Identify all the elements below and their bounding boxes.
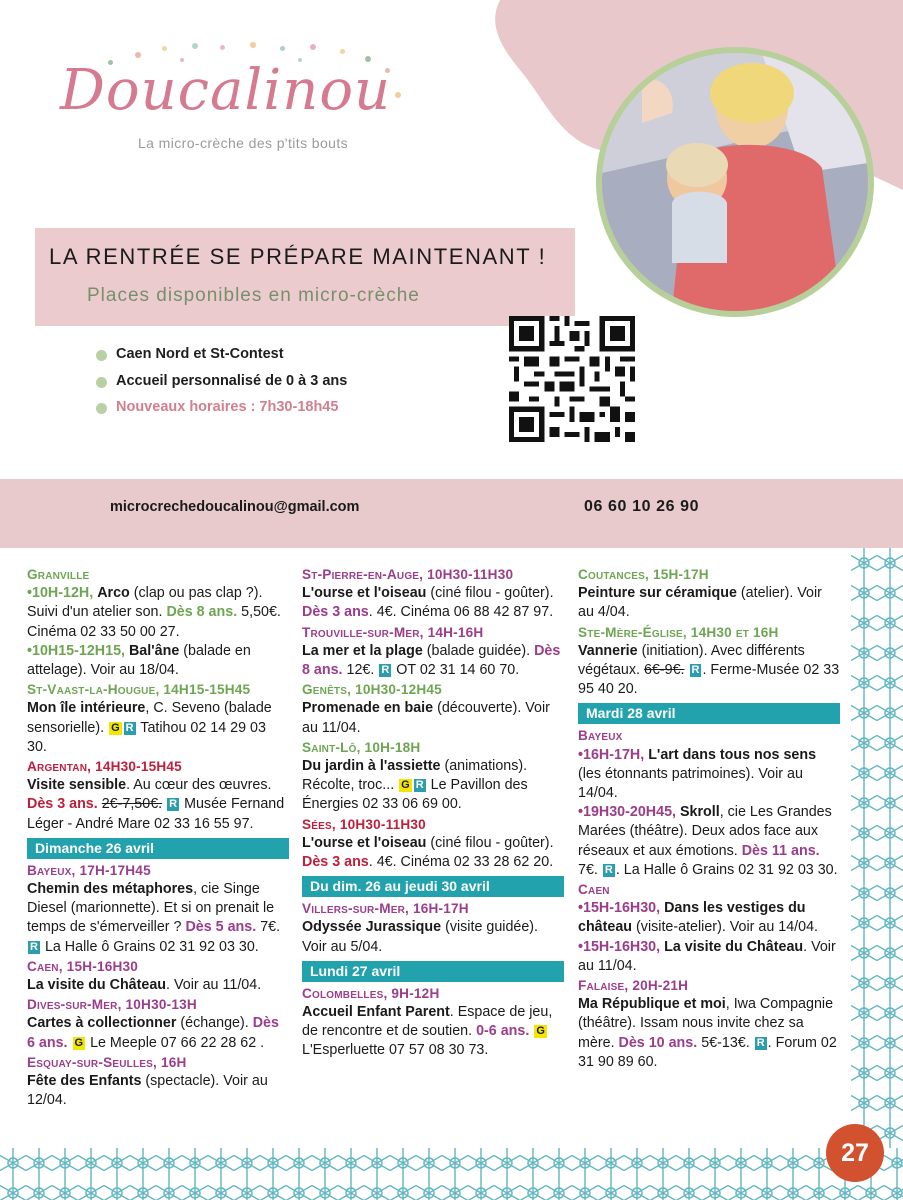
reservation-badge: R (125, 721, 134, 734)
event-entry: •15H-16H30, La visite du Château. Voir au 11/04. (578, 938, 836, 974)
event-entry: Peinture sur céramique (atelier). Voir au 4/04. (578, 585, 822, 621)
reservation-badge: R (604, 863, 613, 876)
event-entry: •15H-16H30, Dans les vestiges du château (visite-atelier). Voir au 14/04. (578, 900, 819, 936)
location-heading: Trouville-sur-Mer, 14H-16H (302, 624, 484, 640)
location-heading: Caen (578, 882, 610, 898)
reservation-badge: R (381, 664, 390, 677)
event-entry: Vannerie (initiation). Avec différents végétaux. 6€-9€. R . Ferme-Musée 02 33 95 40 20. (578, 642, 840, 698)
gratuit-badge: G (536, 1025, 545, 1038)
event-entry: Cartes à collectionner (échange). Dès 6 ans. G Le Meeple 07 66 22 28 62 . (27, 1015, 279, 1051)
location-heading: Dives-sur-Mer, 10H30-13H (27, 997, 197, 1013)
location-heading: Esquay-sur-Seulles, 16H (27, 1054, 187, 1070)
gratuit-badge: G (111, 721, 120, 734)
decorative-pattern-right (851, 548, 903, 1148)
location-heading: Argentan, 14H30-15H45 (27, 759, 182, 775)
page-number: 27 (826, 1124, 884, 1182)
event-entry: L'ourse et l'oiseau (ciné filou - goûter). Dès 3 ans. 4€. Cinéma 02 33 28 62 20. (302, 834, 554, 871)
reservation-badge: R (30, 940, 38, 953)
location-heading: St-Vaast-la-Hougue, 14H15-15H45 (27, 682, 251, 698)
location-heading: Granville (27, 567, 90, 582)
event-entry: Chemin des métaphores, cie Singe Diesel (marionnette). Et si on prenait le temps de s'émerveiller ? Dès 5 ans. 7€. R La Halle ô Grains 02 31 92 03 30. (27, 881, 281, 955)
feature-item: Nouveaux horaires : 7h30-18h45 (96, 399, 347, 426)
banner-subtitle: Places disponibles en micro-crèche (87, 285, 420, 306)
reservation-badge: R (756, 1036, 765, 1049)
location-heading: Genêts, 10H30-12H45 (302, 682, 442, 698)
banner-title: LA RENTRÉE SE PRÉPARE MAINTENANT ! (49, 244, 547, 269)
event-entry: •10H-12H, Arco (clap ou pas clap ?). Suivi d'un atelier son. Dès 8 ans. 5,50€. Cinéma 02 33 50 00 27. (27, 585, 281, 640)
reservation-badge: R (169, 798, 178, 811)
reservation-badge: R (691, 664, 700, 677)
gratuit-badge: G (74, 1036, 84, 1049)
event-entry: Du jardin à l'assiette (animations). Récolte, troc... G R Le Pavillon des Énergies 02 33 06 69 00. (302, 758, 528, 813)
location-heading: Colombelles, 9H-12H (302, 985, 440, 1001)
location-heading: Caen, 15H-16H30 (27, 958, 139, 974)
event-entry: La visite du Château. Voir au 11/04. (27, 977, 262, 994)
day-header: Du dim. 26 au jeudi 30 avril (302, 876, 564, 897)
location-heading: Sées, 10H30-11H30 (302, 816, 426, 832)
agenda-column-3 (578, 565, 840, 1072)
brand-tagline: La micro-crèche des p'tits bouts (138, 135, 349, 151)
contact-email[interactable]: microcrechedoucalinou@gmail.com (110, 499, 360, 515)
location-heading: Villers-sur-Mer, 16H-17H (302, 901, 469, 917)
event-entry: Odyssée Jurassique (visite guidée). Voir au 5/04. (302, 919, 539, 955)
brand-logo (60, 40, 405, 160)
feature-list (96, 346, 347, 426)
day-header: Mardi 28 avril (578, 703, 840, 724)
event-entry: Accueil Enfant Parent. Espace de jeu, de rencontre et de soutien. 0-6 ans. G L'Esperluette 07 57 08 30 73. (302, 1004, 553, 1059)
gratuit-badge: G (401, 779, 410, 792)
event-entry: •10H15-12H15, Bal'âne (balade en attelage). Voir au 18/04. (27, 642, 251, 679)
event-entry: Fête des Enfants (spectacle). Voir au 12/04. (27, 1073, 268, 1109)
advertisement (0, 0, 903, 548)
brand-name: Doucalinou (60, 58, 392, 123)
feature-item: Accueil personnalisé de 0 à 3 ans (96, 373, 347, 400)
location-heading: Ste-Mère-Église, 14H30 et 16H (578, 624, 779, 640)
qr-code[interactable] (509, 316, 635, 442)
day-header: Dimanche 26 avril (27, 838, 289, 859)
location-heading: Falaise, 20H-21H (578, 978, 689, 994)
announcement-banner (35, 228, 575, 326)
event-entry: Ma République et moi, Iwa Compagnie (théâtre). Issam nous invite chez sa mère. Dès 10 ans. 5€-13€. R . Forum 02 31 90 89 60. (578, 996, 837, 1070)
event-entry: Promenade en baie (découverte). Voir au 11/04. (302, 700, 550, 736)
agenda-column-2 (302, 565, 564, 1061)
location-heading: Coutances, 15H-17H (578, 567, 709, 582)
childcare-photo (596, 47, 874, 317)
event-entry: Mon île intérieure, C. Seveno (balade sensorielle). G R Tatihou 02 14 29 03 30. (27, 700, 272, 755)
contact-bar (0, 479, 903, 548)
location-heading: St-Pierre-en-Auge, 10H30-11H30 (302, 567, 514, 582)
event-entry: L'ourse et l'oiseau (ciné filou - goûter). Dès 3 ans. 4€. Cinéma 06 88 42 87 97. (302, 585, 554, 621)
location-heading: Bayeux (578, 728, 623, 744)
location-heading: Bayeux, 17H-17H45 (27, 862, 151, 878)
event-entry: Visite sensible. Au cœur des œuvres. Dès 3 ans. 2€-7,50€. R Musée Fernand Léger - André Mare 02 33 16 55 97. (27, 777, 285, 832)
event-entry: La mer et la plage (balade guidée). Dès 8 ans. 12€. R OT 02 31 14 60 70. (302, 642, 561, 679)
event-entry: •16H-17H, L'art dans tous nos sens (les étonnants patrimoines). Voir au 14/04. (578, 746, 817, 802)
agenda-column-1 (27, 565, 289, 1110)
event-entry: •19H30-20H45, Skroll, cie Les Grandes Marées (théâtre). Deux ados face aux réseaux et aux émotions. Dès 11 ans. 7€. R . La Halle ô Grains 02 31 92 03 30. (578, 804, 838, 878)
reservation-badge: R (415, 779, 424, 792)
contact-phone[interactable]: 06 60 10 26 90 (584, 498, 700, 515)
location-heading: Saint-Lô, 10H-18H (302, 739, 421, 755)
decorative-pattern-bottom (0, 1148, 903, 1200)
feature-item: Caen Nord et St-Contest (96, 346, 347, 373)
day-header: Lundi 27 avril (302, 961, 564, 982)
